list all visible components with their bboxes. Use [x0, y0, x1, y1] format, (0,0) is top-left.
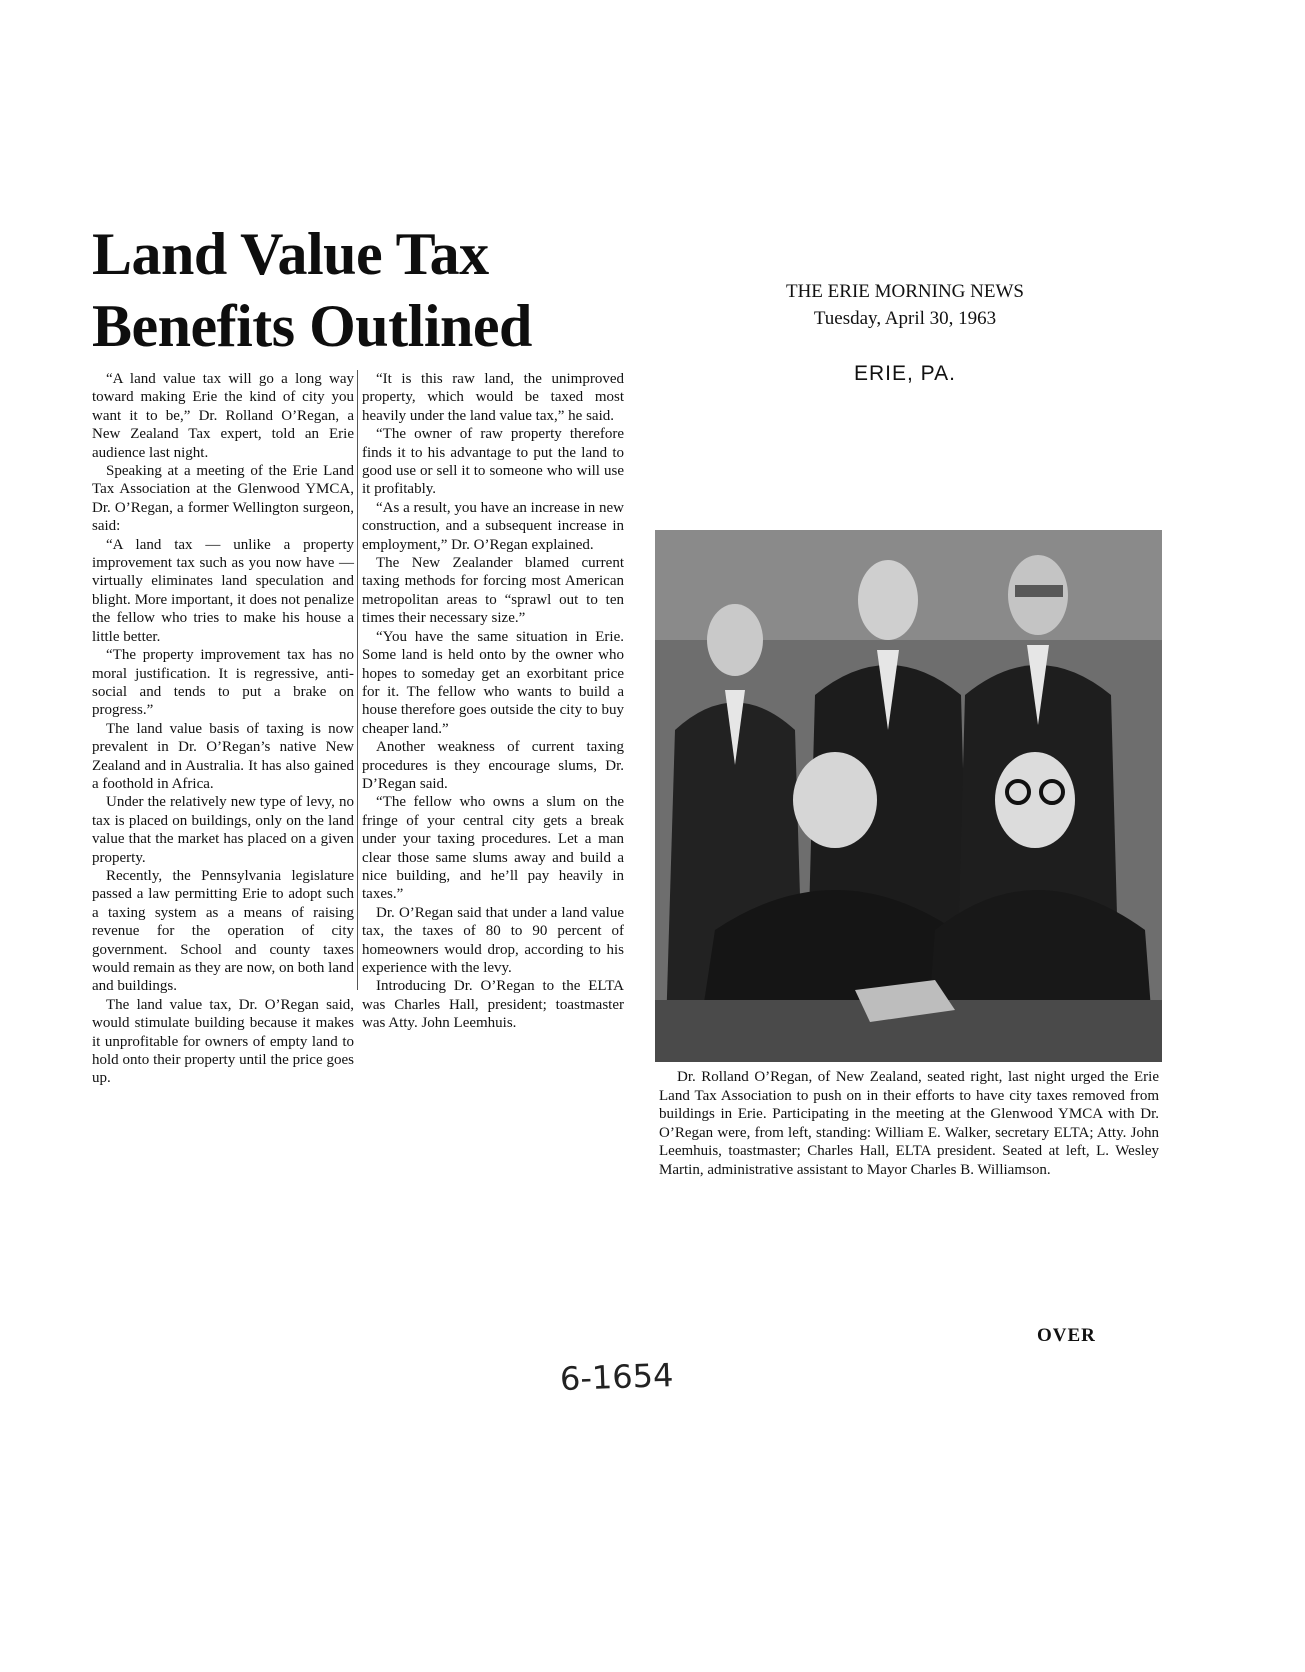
paragraph: “You have the same situation in Erie. Some land is held onto by the owner who hopes to someday get an exorbitant price for it. The fellow who wants to build a house therefore goes outside the city to buy cheaper land.” [362, 628, 624, 737]
article-column-2 [362, 370, 624, 1033]
publication-date: Tuesday, April 30, 1963 [813, 308, 997, 329]
article-column-1 [92, 370, 354, 1088]
paragraph: Dr. O’Regan said that under a land value tax, the taxes of 80 to 90 percent of homeowners would drop, according to his experience with the levy. [362, 904, 624, 976]
headline-line-1: Land Value Tax [92, 221, 489, 287]
paragraph: “As a result, you have an increase in new construction, and a subsequent increase in employment,” Dr. O’Regan explained. [362, 499, 624, 553]
paragraph: Introducing Dr. O’Regan to the ELTA was Charles Hall, president; toastmaster was Atty. John Leemhuis. [362, 978, 624, 1032]
paragraph: “It is this raw land, the unimproved property, which would be taxed most heavily under the land value tax,” he said. [362, 371, 624, 424]
paragraph: The land value basis of taxing is now prevalent in Dr. O’Regan’s native New Zealand and in Australia. It has also gained a foothold in Africa. [92, 720, 354, 792]
paragraph: “The fellow who owns a slum on the fringe of your central city gets a break under your taxing procedures. Let a man clear those same slums away and build a nice building, and he’ll pay heavily in taxes.” [362, 794, 624, 903]
column-divider [357, 370, 358, 990]
newspaper-name: THE ERIE MORNING NEWS [785, 281, 1024, 302]
paragraph: Another weakness of current taxing procedures is they encourage slums, Dr. D’Regan said. [362, 739, 624, 792]
paragraph: Under the relatively new type of levy, no tax is placed on buildings, only on the land value that the market has placed on a given property. [92, 794, 354, 866]
paragraph: Speaking at a meeting of the Erie Land Tax Association at the Glenwood YMCA, Dr. O’Regan, a former Wellington surgeon, said: [92, 463, 354, 535]
dateline: ERIE, PA. [854, 362, 956, 385]
paragraph: Recently, the Pennsylvania legislature passed a law permitting Erie to adopt such a taxing system as a means of raising revenue for the operation of city government. School and county taxes would remain as they are now, on both land and buildings. [92, 867, 354, 995]
paragraph: “A land tax — unlike a property improvement tax such as you now have — virtually eliminates land speculation and blight. More important, it does not penalize the fellow who tries to make his house a little better. [92, 536, 354, 645]
paragraph: “The property improvement tax has no moral justification. It is regressive, anti-social and tends to put a brake on progress.” [92, 647, 354, 719]
headline-line-2: Benefits Outlined [92, 293, 532, 359]
photo-caption: Dr. Rolland O’Regan, of New Zealand, seated right, last night urged the Erie Land Tax Association to push on in their efforts to have city taxes removed from buildings in Erie. Participating in the meeting at the Glenwood YMCA with Dr. O’Regan were, from left, standing: William E. Walker, secretary ELTA; Atty. John Leemhuis, toastmaster; Charles Hall, ELTA president. Seated at left, L. Wesley Martin, administrative assistant to Mayor Charles B. Williamson. [659, 1069, 1159, 1178]
handwritten-note: 6-1654 [559, 1356, 674, 1398]
paragraph: “The owner of raw property therefore finds it to his advantage to put the land to good use or sell it to someone who will use it profitably. [362, 426, 624, 498]
masthead [735, 278, 1075, 332]
over-label: OVER [1037, 1325, 1096, 1346]
group-photo [655, 530, 1162, 1062]
paragraph: The land value tax, Dr. O’Regan said, would stimulate building because it makes it unprofitable for owners of empty land to hold onto their property until the price goes up. [92, 996, 354, 1087]
headline [92, 218, 612, 362]
paragraph: The New Zealander blamed current taxing methods for forcing most American metropolitan areas to “sprawl out to ten times their necessary size.” [362, 555, 624, 627]
paragraph: “A land value tax will go a long way toward making Erie the kind of city you want it to be,” Dr. Rolland O’Regan, a New Zealand Tax expert, told an Erie audience last night. [92, 371, 354, 461]
group-photo-illustration [655, 530, 1162, 1062]
